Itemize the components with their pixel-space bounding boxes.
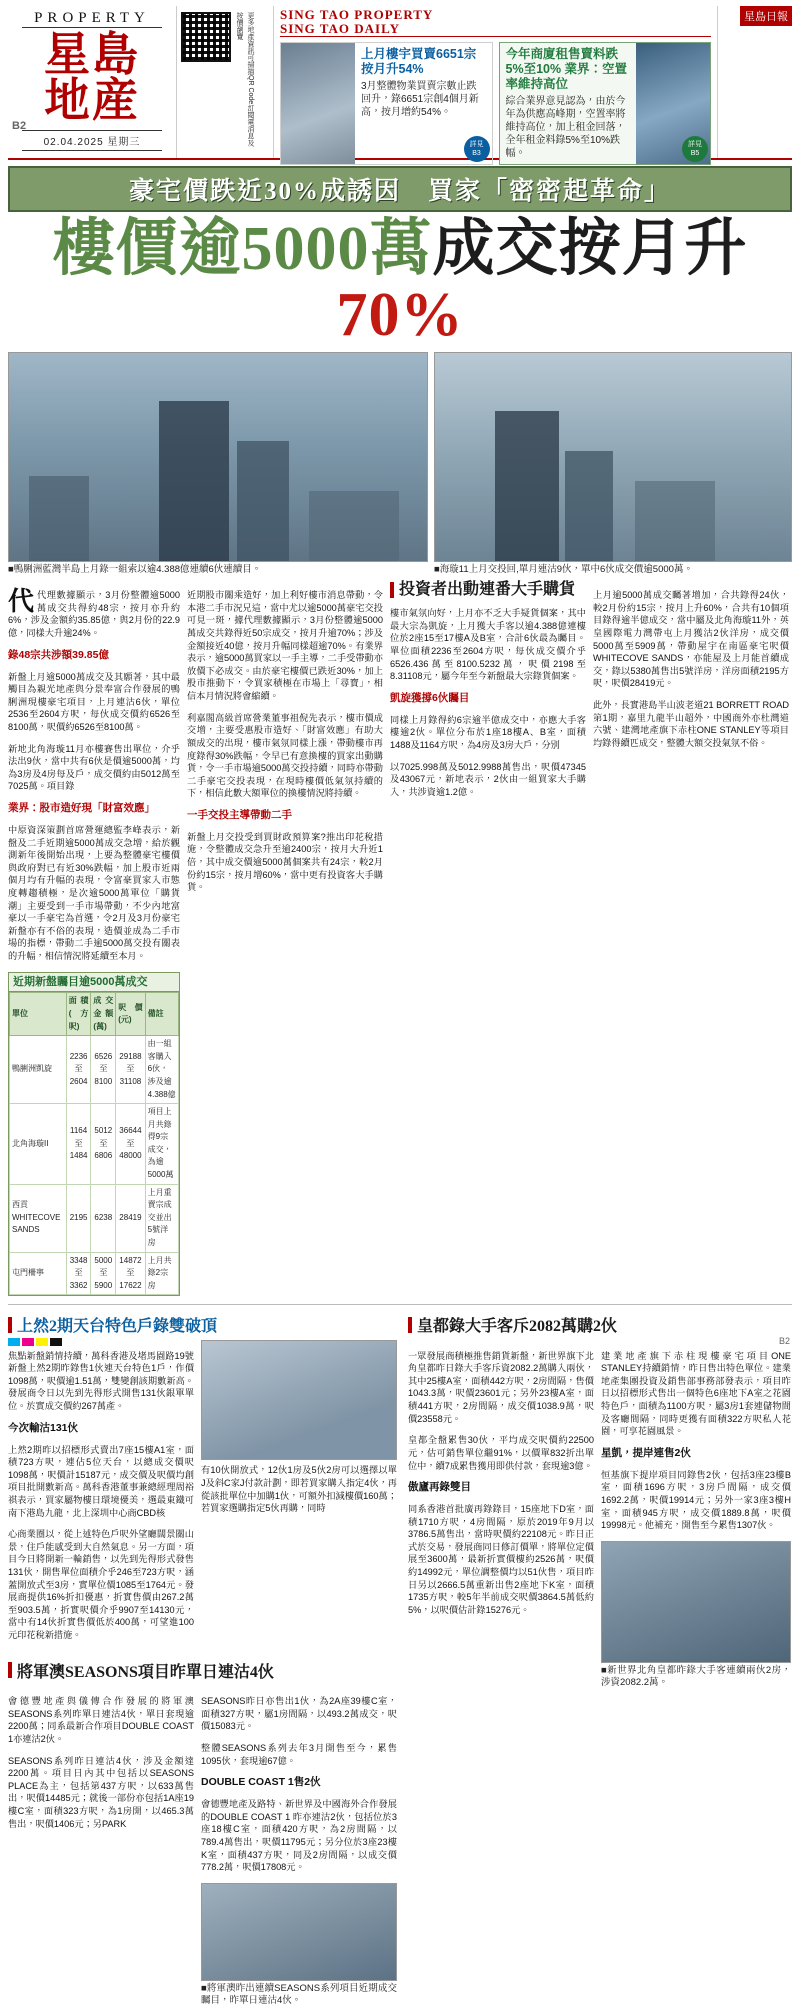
- headline-part-2: 5000萬: [241, 215, 433, 283]
- mid-story-title: 將軍澳SEASONS項目昨單日連沽4伙: [17, 1663, 274, 1681]
- mid-p3: SEASONS昨日亦售出1伙，為2A座39樓C室，面積327方呎，屬1房間隔，以493.2萬成交，呎價15083元。: [201, 1696, 397, 1732]
- left-subhead-1: 今次輸沽131伙: [8, 1421, 79, 1434]
- st-property-line: SING TAO PROPERTY: [280, 7, 434, 22]
- table-row: [10, 1104, 179, 1185]
- right-p5: 恒基旗下提岸項目同錄售2伙，包括3座23樓B室，面積1696方呎，3房戶間隔，成交價1692.2萬，呎價19914元；另外一家3座3樓H室，面積945方呎，成交價1889.8萬，呎價19998元。他補充，開售至今累售1307伙。: [601, 1469, 791, 1531]
- page-code: B2: [12, 120, 27, 132]
- cell-amount: 5012至6806: [91, 1104, 116, 1185]
- para-8: 以7025.998萬及5012.9988萬售出，呎價47345及43067元，新地表示，2伙由一組買家大手購入，共涉資逾1.2億。: [390, 761, 586, 797]
- right-p2: 皇都全盤累售30伙，平均成交呎價約22500元，估可銷售單位繼91%，以價單832折出單位中，續7成累售獲用即供付款，套現逾3億。: [408, 1435, 594, 1471]
- table-row: [10, 1184, 179, 1252]
- column-2: [187, 580, 383, 1296]
- para-4: 利嘉閣高級首席營業董事祖倪先表示，樓市價成交增，主要受惠股市造好、「財富效應」有助大額成交的出現，樓市氣氛同樣上漲，帶動樓市再度錄得30%跌幅，令早已有意換樓的買家出動購貨，令一手市場逾5000萬交投持續，同時亦帶動二手豪宅交投表現，在現時樓價低氣氛持續的下，相信此數大額單位的換樓情況將持續。: [187, 712, 383, 799]
- cell-unit: 西貢WHITECOVE SANDS: [10, 1184, 67, 1252]
- cell-unit: 屯門柵寧: [10, 1252, 67, 1295]
- headline-part-1: 樓價逾: [52, 215, 242, 283]
- right-p3: 同系香港首批廣再錄錄目，15座地下D室，面積1710方呎，4房間隔，原於2019年9月以3786.5萬售出，當時呎價約22108元。昨日正式於交易，發展商同日修訂價單，將單位定價展至3600萬，最新折實價樓約2526萬，呎價約14992元，單位調整價均以51伙售，項目昨日另以2666.5萬重新出售2座地下K室，面積1735方呎，較5年半前成交呎價3864.5萬低約5%，以呎價估計錄15276元。: [408, 1504, 594, 1615]
- mid-story-caption: ■將軍澳昨出連續SEASONS系列項目近期成交矚目，昨單日連沽4伙。: [201, 1982, 397, 2006]
- left-story-title: 上然2期天台特色戶錄雙破頂: [17, 1318, 218, 1336]
- para-10: 此外，長實港島半山波老道21 BORRETT ROAD 第1期，嘉里九龍半山超外，中國商外亦杜灣道六號、建灣地產旗下赤柱ONE STANLEY等項目均錄得續匹成交，整體大額交投氣氛不俗。: [593, 700, 789, 748]
- cell-area: 3348至3362: [66, 1252, 91, 1295]
- property-wordmark: PROPERTY: [22, 6, 162, 28]
- kicker-text: 豪宅價跌近30%成誘因 買家「密密起革命」: [128, 178, 671, 205]
- table-row: [10, 1252, 179, 1295]
- promo-strip: [280, 42, 711, 165]
- hero-photo-left-wrap: [8, 352, 426, 576]
- th-unit: 單位: [10, 993, 67, 1036]
- right-story-photo: [601, 1541, 791, 1663]
- cell-unit: 北角海璇II: [10, 1104, 67, 1185]
- qr-caption: 更多地產資訊可掃描QR Code訂閱電消息及按價瀏覽: [236, 12, 254, 147]
- subhead-2: 業界：股市造好現「財富效應」: [8, 802, 155, 815]
- headline-part-5: 70%: [336, 281, 464, 349]
- hero-photo-left: [8, 352, 428, 562]
- cmyk-registration-marks: [8, 1338, 62, 1346]
- side-note: 近期股市關乘造好，加上利好樓市消息帶動，令本港二手市況兄這，當中尤以逾5000萬豪宅交投可見一斑，據代理數據顯示，3月份整體逾5000萬成交共錄得近50宗成交，按月升逾70%；涉及金額接近40億，按月升幅同樣超逾70%。有業界表示，逾5000萬買家以一手主導，二手受帶動亦放價下必成交。由於豪宅樓價已跌近30%，加上股市推動下，令買家積極在市場上「尋寶」，相信本月情況將會縮續。: [187, 590, 383, 701]
- table-header-row: [10, 993, 179, 1036]
- right-subhead-1: 傲廬再錄雙目: [408, 1481, 471, 1494]
- cell-area: 2236至2604: [66, 1036, 91, 1104]
- promo-headline-1: 上月樓宇買賣6651宗 按月升54%: [361, 47, 477, 76]
- left-p3: 心商業圈以，從上述特色戶呎外望廳闊景關山景，住戶能感受到大自然氣息。另一方面，項目今日將開新一輪銷售，以先到先得形式發售131伙，開售單位面積介乎246至723方呎，涵蓋開放式至3房，實單位價1085至1764元。發展商提供16%折扣優惠，折實售價由267.2萬至903.5萬，折實呎價介乎9907至14130元，當中有14伙折實售價低於400萬，可望進100元印花稅新措施。: [8, 1529, 194, 1641]
- mid-subhead-1: DOUBLE COAST 1售2伙: [201, 1776, 321, 1789]
- logo-line-2: 地産: [44, 75, 140, 126]
- left-story-columns: [8, 1340, 398, 1650]
- promo-headline-2: 今年商廈租售賣料跌5%至10% 業界：空置率維持高位: [505, 47, 628, 91]
- column-4: [593, 580, 789, 1296]
- left-story-photo: [201, 1340, 397, 1460]
- mid-p4: 整體SEASONS系列去年3月開售至今，累售1095伙，套現逾67億。: [201, 1742, 397, 1766]
- cell-price: 36644至48000: [116, 1104, 145, 1185]
- deals-table-title: 近期新盤矚目逾5000萬成交: [9, 973, 179, 993]
- para-1: 新盤上月逾5000萬成交及其願著，其中最觸目為親光地產與分景奉富合作發展的鴨脷洲現樓豪宅項目，上月連沽6伙，單位2536至2604方呎，每伙成交價約6526至8100萬，呎價約6526至8100萬。: [8, 671, 180, 732]
- lead-text: 代理數據顯示，3月份整體逾5000萬成交共得約48宗，按月亦升約6%，涉及金額約35.85億，與2月份的22.9億，同樣大升逾24%。: [8, 590, 180, 638]
- kicker-banner: [8, 166, 792, 212]
- promo-badge-2[interactable]: [682, 136, 708, 162]
- lower-right: [408, 1311, 792, 2006]
- right-story-caption: ■新世界北角皇都昨錄大手客連續兩伙2房，涉資2082.2萬。: [601, 1664, 791, 1688]
- para-7: 同樣上月錄得約6宗逾半億成交中，亦應大手客樓逾2伙。單位分布於1座18樓A、B室，面積1488及1164方呎，為4房及3房大戶，分別: [390, 714, 586, 750]
- section-2-title: 投資者出動連番大手購貨: [399, 580, 576, 598]
- para-2: 新地北角海璇11月亦樓賽售出單位，介乎法出9伙，當中共有6伙是價逾5000萬，均為3房及4房每及戶，成交價約由5012萬至7025萬。項目錄: [8, 743, 180, 792]
- promo-card-1[interactable]: [280, 42, 493, 165]
- cell-remark: 上月重賣宗成交並出5號洋房: [145, 1184, 178, 1252]
- deals-table: [9, 992, 179, 1295]
- promo-card-2[interactable]: [499, 42, 712, 165]
- st-daily-line: SING TAO DAILY: [280, 21, 400, 36]
- right-p1: 一眾發展商積極推售銷貨新盤，新世界旗下北角皇都昨日錄大手客斥資2082.2萬購入兩伙，其中25樓A室，面積442方呎，2房間隔，售價1043.3萬，呎價23601元；另外23樓A室，面積441方呎，2房間隔，成交價1038.9萬，呎價23558元。: [408, 1350, 594, 1424]
- left-p2: 上然2期昨以招標形式賣出7座15樓A1室，面積723方呎，連佔5位天台，以總成交價呎1098萬，呎價計15187元，成交價及呎價均創項目批開數新高。萬科香港董事兼總經理周裕祺表示，買家屬物樓日環境優美，選最東鐵可南下港島九龍，北上深圳中心商CBD核: [8, 1444, 194, 1518]
- lower-left: [8, 1311, 398, 2006]
- th-amount: 成交金額(萬): [91, 993, 116, 1036]
- cell-price: 14872至17622: [116, 1252, 145, 1295]
- section-accent-bar: [390, 582, 394, 598]
- right-story-col-2: [601, 1340, 791, 1688]
- subhead-4: 凱旋獲撐6伙矚目: [390, 691, 470, 704]
- logo-line-1: 星島: [44, 29, 140, 80]
- column-1: [8, 580, 180, 1296]
- right-story-head: [408, 1313, 792, 1336]
- mid-story-columns: [8, 1686, 398, 2007]
- cell-remark: 項目上月共錄得9宗成交，為逾5000萬: [145, 1104, 178, 1185]
- cell-amount: 6238: [91, 1184, 116, 1252]
- qr-code-icon[interactable]: [181, 12, 231, 62]
- left-p4: 有10伙開放式，12伙1房及5伙2房可以選擇以單J及斜C家J付款計劃，即若買家購入指定4伙，再從該批單位中加購1伙，可額外扣減樓價160萬；若買家選購指定5伙再購，同時: [201, 1465, 397, 1514]
- promo-image-1: [281, 43, 355, 164]
- subhead-1: 錄48宗共涉額39.85億: [8, 648, 109, 661]
- daily-badge: 星島日報: [740, 6, 792, 26]
- cell-price: 29188至31108: [116, 1036, 145, 1104]
- mid-story-photo: [201, 1883, 397, 1981]
- mid-story-col-2: [201, 1686, 397, 2007]
- left-p1: 焦點新盤銷情持續，萬科香港及堵馬園路19號新盤上然2期昨錄售1伙連天台特色1戶，作價1098萬，呎價逾1.51萬，雙變創該期數新高。發展商令日以先到先得形式開售131伙銀單單位。於實成交價約267萬產。: [8, 1350, 194, 1411]
- mid-story-col-1: [8, 1686, 194, 2007]
- cell-area: 2195: [66, 1184, 91, 1252]
- masthead: [8, 6, 792, 160]
- masthead-center: [274, 6, 717, 158]
- issue-date: 02.04.2025 星期三: [22, 130, 162, 151]
- th-price: 呎價(元): [116, 993, 145, 1036]
- left-story-head: [8, 1313, 398, 1336]
- cell-unit: 鴨脷洲凱旋: [10, 1036, 67, 1104]
- section-accent-bar: [408, 1317, 412, 1333]
- column-3: [390, 580, 586, 1296]
- sidenote-block: [187, 589, 383, 702]
- promo-badge-top-1: 詳見: [469, 141, 484, 148]
- hero-photo-right-wrap: [434, 352, 792, 576]
- th-remark: 備註: [145, 993, 178, 1036]
- sing-tao-property-en: [280, 8, 711, 37]
- headline-part-3: 成交: [432, 215, 559, 283]
- right-subhead-2: 星凱，提岸連售2伙: [601, 1446, 691, 1459]
- cell-remark: 上月共錄2宗房: [145, 1252, 178, 1295]
- para-5: 新盤上月交投受到買財政預算案?推出印花稅措施，令整體成交急升至逾2400宗，按月大升近1倍，其中成交價逾5000萬個案共有24宗，較2月份約15宗，按月增60%，當中更有投資客大手購貨。: [187, 831, 383, 893]
- lower-section: [8, 1304, 792, 2006]
- left-story-col-2: [201, 1340, 397, 1650]
- right-story-col-1: [408, 1340, 594, 1688]
- promo-badge-bottom-2: B5: [690, 150, 700, 157]
- caption-right: ■海璇11上月交投回,單月連沽9伙，單中6伙成交價逾5000萬。: [434, 564, 693, 575]
- caption-left: ■鴨脷洲藍灣半島上月錄一組索以逾4.388億連續6伙連續目。: [8, 564, 262, 575]
- cell-amount: 6526至8100: [91, 1036, 116, 1104]
- left-story-col-1: [8, 1340, 194, 1650]
- masthead-right: [717, 6, 792, 158]
- drop-cap: 代: [8, 587, 35, 617]
- lead-paragraph: [8, 589, 180, 639]
- hero-photo-right: [434, 352, 792, 562]
- right-story-title: 皇都錄大手客斥2082萬購2伙: [417, 1318, 618, 1336]
- section-2-head: [390, 582, 586, 598]
- mid-story-head: [8, 1659, 398, 1682]
- mid-p1: 會德豐地產與儀傳合作發展的將軍澳SEASONS系列昨單日連沽4伙，單日套現逾2200萬；同系最新合作項目DOUBLE COAST 1亦連沽2伙。: [8, 1696, 194, 1744]
- main-headline: [8, 216, 792, 348]
- hero-photo-row: [8, 352, 792, 576]
- section-accent-bar: [8, 1317, 12, 1333]
- mid-p5: 會德豐地產及路特、新世界及中國海外合作發展的DOUBLE COAST 1 昨亦連沽2伙，包括位於3座18樓C室，面積420方呎，為2房間隔，以789.4萬售出，呎價11795元；另分位於3座23樓K室，面積437方呎，同及2房間隔，以成交價778.2萬，呎價17808元。: [201, 1799, 397, 1873]
- cell-remark: 由一組客購入6伙，涉及逾4.388億: [145, 1036, 178, 1104]
- promo-badge-top-2: 詳見: [688, 141, 702, 148]
- qr-block: [177, 6, 274, 158]
- para-3: 中原資深策劃首席營運總監李峰表示，新盤及二手近期逾5000萬成交急增，給於觀測新年後開始出現，上要為整體豪宅樓價與政府對已有近30%跌幅，加上股市近兩個月均有升幅的表現，令富豪買家入市態度轉趨積極，是次逾5000萬單位「購貨潮」主要受到一手市場帶動，不少內地富豪以一手豪宅為首選，令2月及3月份豪宅新盤亦有不俗的表現，造價並成為二手市場的指標，帶動二手逾5000萬交投有關表的升幅，相信情況將延續至本月。: [8, 825, 180, 961]
- right-story-columns: [408, 1340, 792, 1688]
- th-area: 面積(方呎): [66, 993, 91, 1036]
- main-article-columns: [8, 580, 792, 1296]
- footer-page-number: B2: [778, 1336, 790, 1346]
- promo-body-2: 綜合業界意見認為，由於今年為供應高峰期，空置率將維持高位，加上租金回落，全年租金料錄5%至10%跌幅。: [505, 96, 626, 159]
- promo-badge-1[interactable]: [464, 136, 490, 162]
- headline-part-4: 按月升: [558, 215, 748, 283]
- deals-table-wrap: [8, 972, 180, 1297]
- masthead-logo-block: [8, 6, 177, 158]
- promo-badge-bottom-1: B3: [472, 150, 481, 157]
- cell-amount: 5000至5900: [91, 1252, 116, 1295]
- table-row: [10, 1036, 179, 1104]
- subhead-3: 一手交投主導帶動二手: [187, 809, 292, 822]
- para-6: 樓市氣氛向好，上月亦不乏大手疑貨個案，其中最大宗為凱旋，上月獲大手客以逾4.388億連樓位於2座15至17樓A及B室，合計6伙最為矚目。單位面積2236至2604方呎，每伙成交價介乎6526.436萬至8100.5232萬，呎價2198至8.31108元，屬今年至今新盤最大宗錄貨個案。: [390, 608, 586, 682]
- para-9: 上月逾5000萬成交矚著增加，合共錄得24伙，較2月份約15宗，按月上升60%，合共有10個項目錄得逾半億成交，當中屬及北角海璇11外，英皇國際電力灣帶屯上月獲沽2伙洋房，成交價5000萬至5909萬，帶動屋宇在南區豪宅呎價WHITECOVE SANDS，亦能屋及上月能首續成交，錄以5380萬售出5號洋房，洋房面積2195方呎，呎價28419元。: [593, 590, 789, 689]
- section-accent-bar: [8, 1662, 12, 1678]
- cell-area: 1164至1484: [66, 1104, 91, 1185]
- promo-body-1: 3月整體物業買賣宗數止跌回升，錄6651宗創4個月新高，按月增約54%。: [361, 81, 479, 118]
- mid-p2: SEASONS系列昨日連沽4伙，涉及金額達2200萬。項目日內其中包括以SEASONS PLACE為主，包括第437方呎，以633萬售出，呎價14485元；就後一部份亦包括1A座19樓C室，面積323方呎，為1房開，以465.3萬售出，呎價1406元；另PARK: [8, 1755, 194, 1829]
- cell-price: 28419: [116, 1184, 145, 1252]
- promo-text-2: [500, 43, 637, 164]
- right-p4: 建業地產旗下赤柱現樓豪宅項目ONE STANLEY持續銷情，昨日售出特色單位。建業地產集團投資及銷售部事務部發表示，項目昨日以招標形式售出一個特色6座地下A室之花園特色戶，面積為1100方呎，屬3房1套連儲物間及客廳間隔，同時更獲有面積322方呎私人花園，可享花園風景。: [601, 1350, 791, 1437]
